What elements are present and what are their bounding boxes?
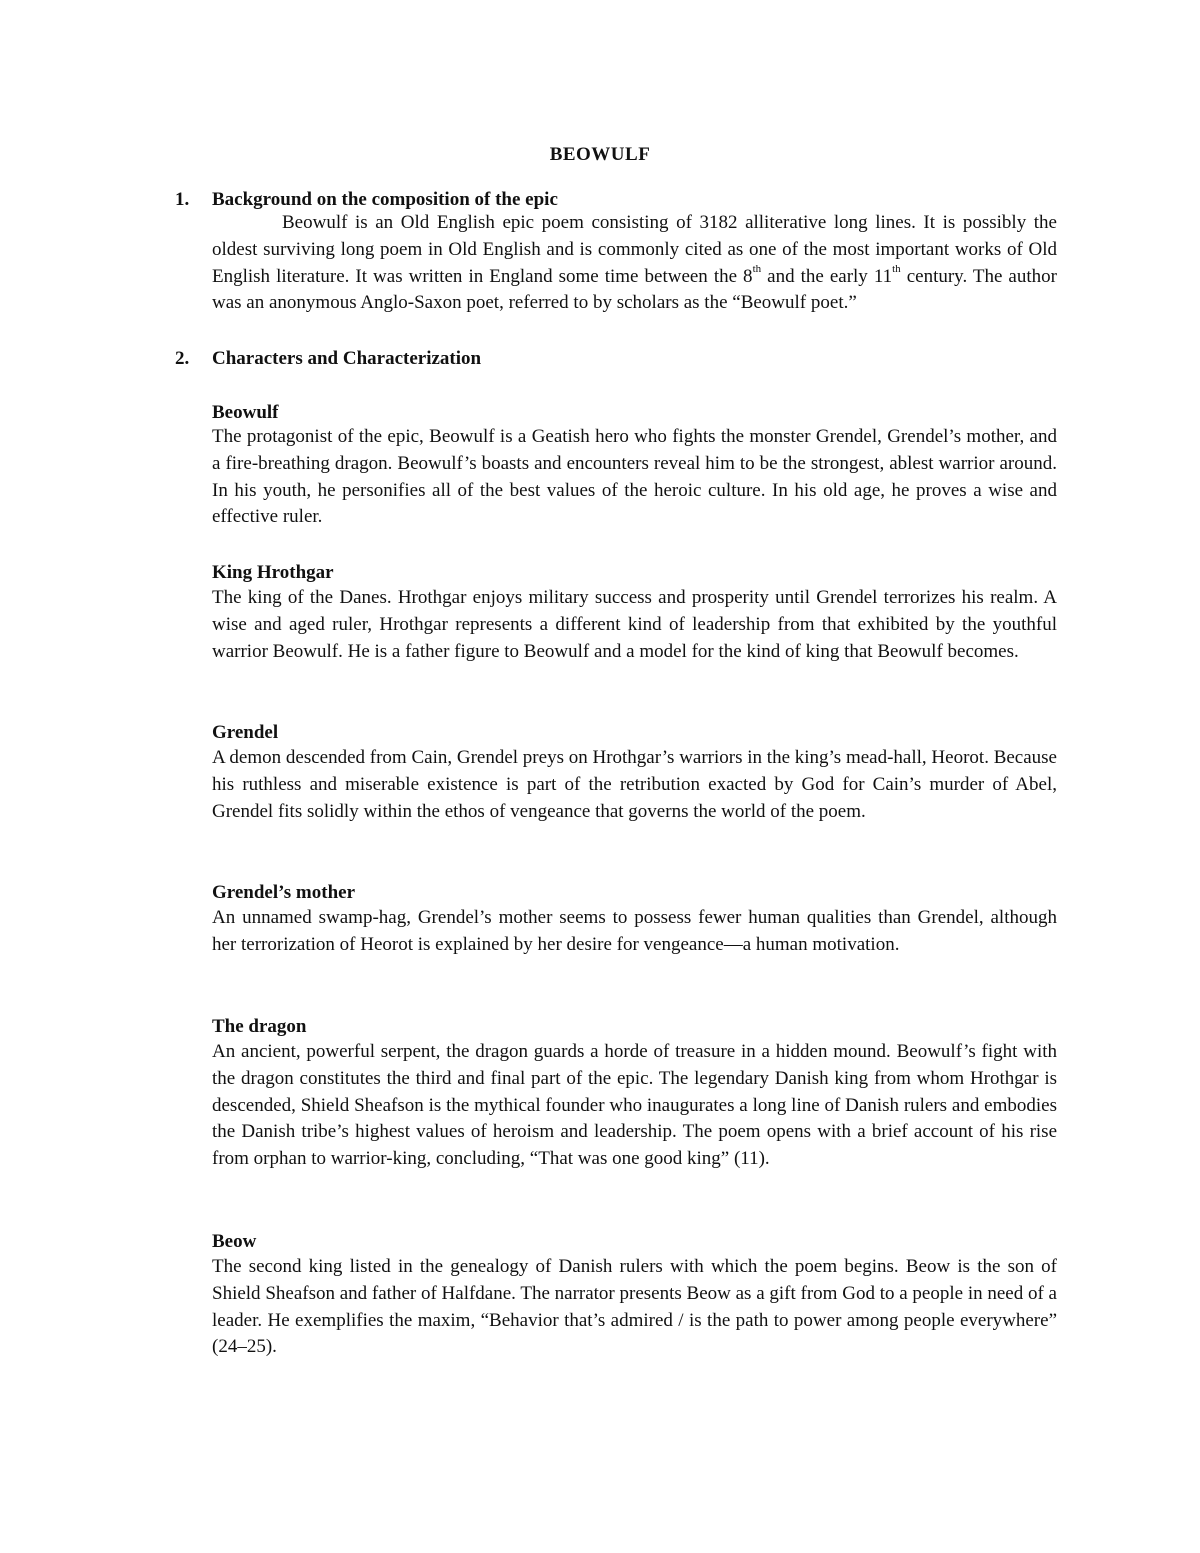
section-number: 1. xyxy=(175,189,190,210)
character-name: Beow xyxy=(212,1231,257,1252)
section-heading: Background on the composition of the epic xyxy=(212,189,558,210)
paragraph-text: century. The author was an anonymous Anglo-Saxon poet, referred to by scholars as the “Beowulf poet.” xyxy=(212,265,1057,314)
paragraph-text: and the early 11 xyxy=(761,265,893,287)
character-name: Grendel’s mother xyxy=(212,882,356,903)
document-title: BEOWULF xyxy=(549,144,651,165)
character-description: An unnamed swamp-hag, Grendel’s mother seems to possess fewer human qualities than Grendel, although her terrorization of Heorot is explained by her desire for vengeance—a human motivation. xyxy=(212,907,1057,955)
character-description: A demon descended from Cain, Grendel preys on Hrothgar’s warriors in the king’s mead-hall, Heorot. Because his ruthless and miserable existence is part of the retribution exacted by God for Cain’s murder of Abel, Grendel fits solidly within the ethos of vengeance that governs the world of the poem. xyxy=(212,747,1057,822)
paragraph-text: Beowulf is an Old English epic poem consisting of 3182 alliterative long lines. It is possibly the oldest surviving long poem in Old English and is commonly cited as one of the most important works of Old English literature. It was written in England some time between the 8 xyxy=(212,212,1057,287)
character-name: King Hrothgar xyxy=(212,562,334,583)
section-number: 2. xyxy=(175,348,190,369)
ordinal-suffix: th xyxy=(892,263,901,276)
character-description: The king of the Danes. Hrothgar enjoys military success and prosperity until Grendel terrorizes his realm. A wise and aged ruler, Hrothgar represents a different kind of leadership from that exhibited by the youthful warrior Beowulf. He is a father figure to Beowulf and a model for the kind of king that Beowulf becomes. xyxy=(212,587,1057,662)
ordinal-suffix: th xyxy=(752,263,762,276)
character-description: The protagonist of the epic, Beowulf is a Geatish hero who fights the monster Grendel, Grendel’s mother, and a fire-breathing dragon. Beowulf’s boasts and encounters reveal him to be the strongest, ablest warrior around. In his youth, he personifies all of the best values of the heroic culture. In his old age, he proves a wise and effective ruler. xyxy=(212,426,1057,528)
character-name: Beowulf xyxy=(212,402,279,423)
section-heading: Characters and Characterization xyxy=(212,348,482,369)
character-description: An ancient, powerful serpent, the dragon guards a horde of treasure in a hidden mound. Beowulf’s fight with the dragon constitutes the third and final part of the epic. The legendary Danish king from whom Hrothgar is descended, Shield Sheafson is the mythical founder who inaugurates a long line of Danish rulers and embodies the Danish tribe’s highest values of heroism and leadership. The poem opens with a brief account of his rise from orphan to warrior-king, concluding, “That was one good king” (11). xyxy=(212,1041,1057,1170)
character-description: The second king listed in the genealogy of Danish rulers with which the poem begins. Beow is the son of Shield Sheafson and father of Halfdane. The narrator presents Beow as a gift from God to a people in need of a leader. He exemplifies the maxim, “Behavior that’s admired / is the path to power among people everywhere” (24–25). xyxy=(212,1256,1057,1358)
character-name: The dragon xyxy=(212,1016,307,1037)
character-name: Grendel xyxy=(212,722,279,743)
section-paragraph xyxy=(212,210,1057,317)
